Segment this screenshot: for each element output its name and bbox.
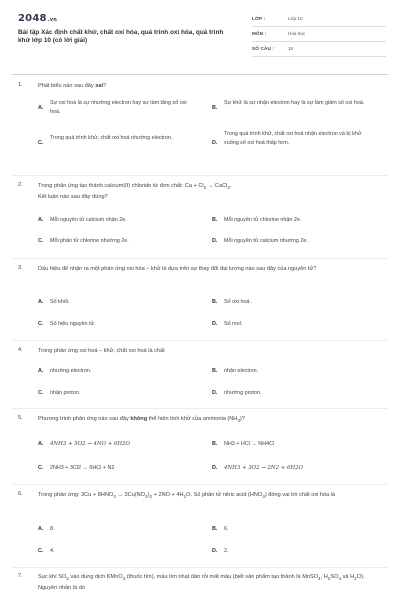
meta-class-row [252,15,386,27]
meta-count-row [252,45,386,57]
option-letter: B. [212,217,218,223]
option-letter: B. [212,299,218,305]
option-letter: A. [38,217,44,223]
question-divider [12,175,388,176]
question-3 [18,265,388,337]
option-letter: A. [38,526,44,532]
option-letter: A. [38,368,44,374]
question-divider [12,484,388,485]
option-text: Sự oxi hoá là sự nhường electron hay sự làm tăng số oxi hoá. [50,100,187,116]
option-text: Mỗi nguyên tử calcium nhận 2e. [50,217,127,223]
option-text: nhận electron. [224,368,259,374]
option-text: nhường electron. [50,368,92,374]
option-text: Sự khử là sự nhận electron hay là sự làm giảm số oxi hoá. [224,100,365,106]
option-text: Số oxi hoá . [224,299,253,305]
option-text: Trong quá trình khử, chất oxi hoá nhận electron và bị khử xuống số oxi hoá thấp hơn. [224,131,362,147]
option-text: 2NH3 + 3Cl2 → 6HCl + N2 [50,465,115,471]
option-letter: B. [212,368,218,374]
question-5 [18,415,388,481]
option-text: nhận proton. [50,390,81,396]
question-number: 3. [18,265,23,271]
option-letter: C. [38,140,44,146]
option-text: 8. [50,526,55,532]
option-letter: D. [212,465,218,471]
question-divider [12,258,388,259]
option-d[interactable] [212,130,382,160]
meta-class-value: Lớp 10 [288,16,303,21]
option-text: 4. [50,548,55,554]
question-number: 2. [18,182,23,188]
option-text: Số hiệu nguyên tử. [50,321,96,327]
meta-count-label: SỐ CÂU : [252,46,275,51]
meta-count-value: 15 [288,46,294,51]
option-text: Mỗi phân tử chlorine nhường 2e. [50,238,129,244]
meta-subject-value: Hóa học [288,31,306,36]
option-text: Mỗi nguyên tử calcium nhường 2e. [224,238,308,244]
option-letter: B. [212,526,218,532]
question-7 [18,573,388,599]
question-4 [18,347,388,403]
question-number: 5. [18,415,23,421]
option-a[interactable] [38,99,208,119]
page-title: Bài tập Xác định chất khử, chất oxi hóa, quá trình oxi hóa, quá trình khử lớp 10 (có lời giải) [18,29,224,45]
question-text: Dấu hiệu để nhận ra một phản ứng oxi hóa – khử là dựa trên sự thay đổi đại lượng nào sau đây của nguyên tử? [38,266,317,272]
option-text: 2. [224,548,229,554]
question-text: Trong phản ứng tạo thành calcium(II) chloride từ đơn chất: $Ca + Cl_2$ → CaCl$_2$. Kết luận nào sau đây đúng? [38,183,232,200]
option-letter: A. [38,105,44,111]
option-letter: D. [212,548,218,554]
option-letter: A. [38,441,44,447]
meta-class-label: LỚP : [252,16,266,21]
question-text: Trong phản ứng oxi hoá – khử, chất oxi hoá là chất [38,348,165,354]
option-text: Số mol. [224,321,243,327]
option-letter: C. [38,238,44,244]
question-2 [18,182,388,256]
question-number: 4. [18,347,23,353]
option-text: 4NH3 + 3O2 → 2N2 + 6H2O [224,465,303,471]
question-text: Trong phản ứng: $3Cu + 8HNO_3 \to 3Cu(NO_3)_2 + 2NO + 4H_2O$. Số phân tử nitric acid $(HNO_3)$ đóng vai trò chất oxi hóa là [38,492,336,500]
question-text: Phát biểu nào sau đây sai? [38,83,107,89]
option-text: Mỗi nguyên tử chlorine nhận 2e. [224,217,302,223]
option-letter: C. [38,390,44,396]
question-text: Sục khí $SO_2$ vào dung dịch KMnO$_4$ (thuốc tím), màu tím nhạt dần rồi mất màu (biết sản phẩm tạo thành là MnSO$_4$, $H_2SO_4$ và $H_2O$). Nguyên nhân là do [38,574,365,591]
question-1 [18,82,388,170]
question-divider [12,567,388,568]
meta-subject-row [252,30,386,42]
option-text: nhường proton. [224,390,262,396]
option-text: Trong quá trình khử, chất oxi hoá nhường electron. [50,135,173,141]
option-letter: B. [212,105,218,111]
option-letter: C. [38,548,44,554]
question-divider [12,340,388,341]
option-letter: C. [38,321,44,327]
option-text: Số khối. [50,299,70,305]
option-letter: D. [212,238,218,244]
question-divider [12,408,388,409]
option-letter: D. [212,321,218,327]
option-c[interactable] [38,134,208,154]
option-letter: C. [38,465,44,471]
question-6 [18,491,388,563]
option-letter: D. [212,390,218,396]
question-number: 6. [18,491,23,497]
question-number: 7. [18,573,23,579]
option-text: 4NH3 + 5O2 → 4NO + 6H2O [50,441,130,447]
meta-box [252,15,386,60]
option-text: 6. [224,526,229,532]
option-letter: A. [38,299,44,305]
option-letter: D. [212,140,218,146]
option-letter: B. [212,441,218,447]
site-logo[interactable]: 2048.vn [18,13,57,24]
header-divider [12,74,388,75]
meta-subject-label: MÔN : [252,31,267,36]
option-b[interactable] [212,99,382,119]
question-text: Phương trình phản ứng nào sau đây không thể hiện tính khử của ammonia $(NH_3)$? [38,416,245,424]
option-text: NH3 + HCl → NH4Cl [224,441,275,447]
header [18,12,386,64]
question-number: 1. [18,82,23,88]
